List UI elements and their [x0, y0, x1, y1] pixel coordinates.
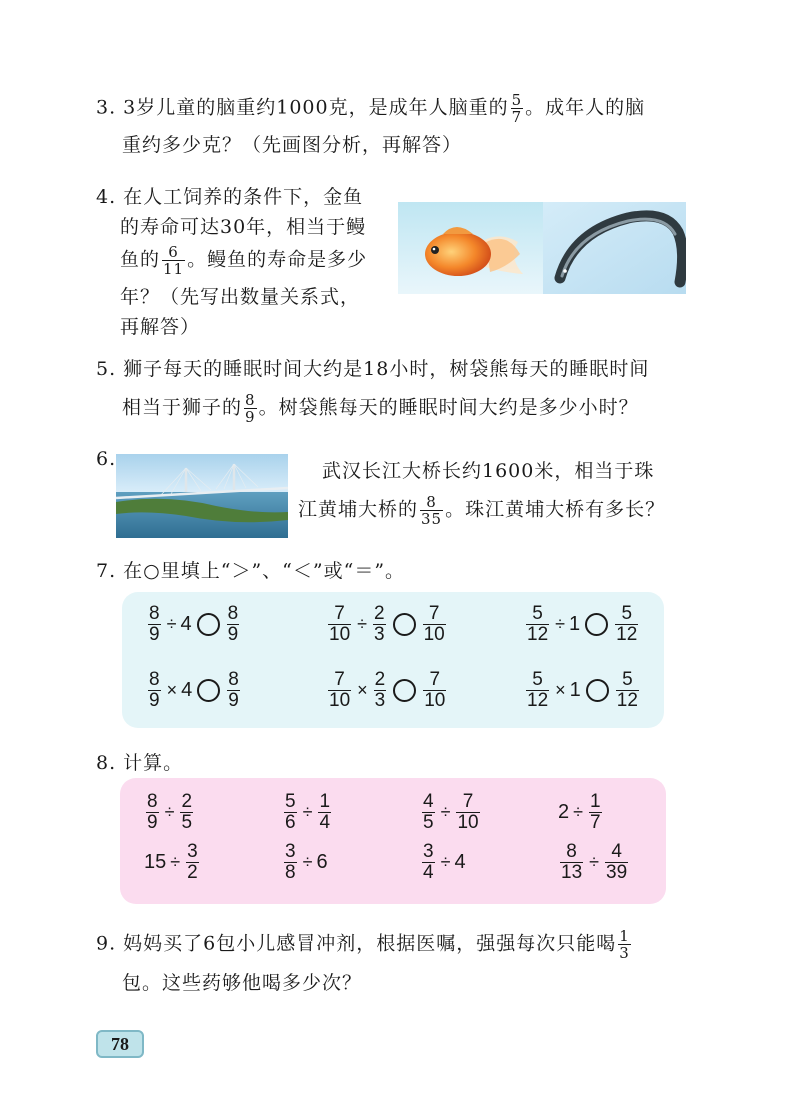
q7-r2c2-expression — [326, 670, 448, 711]
q7-r1c2-left-fraction-denominator: 10 — [329, 624, 351, 645]
q8-r1c1-expression — [144, 792, 195, 833]
q8-r2c4-expression — [558, 842, 630, 883]
q7-r2c1-left-fraction-numerator: 8 — [149, 669, 160, 690]
q8-r2c4-left-fraction-denominator: 13 — [561, 862, 583, 883]
q7-r1c2-result-fraction-denominator: 10 — [423, 624, 445, 645]
q8-r2c2-right-number: 6 — [316, 851, 328, 873]
q7-r2c1-result-fraction-denominator: 9 — [228, 690, 239, 711]
q7-r1c2-left-fraction-numerator: 7 — [334, 603, 345, 624]
q4-line5: 再解答） — [120, 316, 201, 338]
q8-r2c1-expression — [144, 842, 201, 883]
q7-r2c2-right-fraction-denominator: 3 — [374, 690, 386, 711]
q8-r2c2-left-fraction-denominator: 8 — [285, 862, 296, 883]
q9-fraction: $\frac{1}{3}$ — [619, 927, 630, 962]
q4-line4: 年？（先写出数量关系式， — [120, 286, 361, 308]
q7-r2c3-result-fraction — [616, 670, 639, 711]
q8-r1c3-right-fraction-numerator: 7 — [462, 791, 474, 812]
q7-r2c1-left-fraction-denominator: 9 — [149, 690, 160, 711]
q7-r2c2-result-fraction-denominator: 10 — [424, 690, 446, 711]
q3-line1-pre: 3. 3岁儿童的脑重约1000克，是成年人脑重的 — [96, 96, 509, 119]
q7-r1c3-right-number: 1 — [569, 613, 581, 635]
q8-r1c3-left-fraction — [422, 792, 435, 833]
q8-r2c2-left-fraction-numerator: 3 — [285, 841, 296, 862]
q8-r1c3-expression — [420, 792, 482, 833]
q8-r1c3-left-fraction-denominator: 5 — [423, 812, 434, 833]
q7-r2c3-expression — [524, 670, 641, 711]
q7-r2c2-result-fraction — [423, 670, 446, 711]
q8-r2c3-right-number: 4 — [454, 851, 466, 873]
q7-r1c1-result-fraction-denominator: 9 — [227, 624, 239, 645]
q7-r2c3-left-fraction-numerator: 5 — [532, 669, 543, 690]
q7-r2c2-right-fraction-numerator: 2 — [374, 669, 386, 690]
q8-r2c1-right-fraction-numerator: 3 — [187, 841, 198, 862]
q7-r2c2-operator: × — [357, 680, 368, 700]
q7-r1c2-answer-circle[interactable] — [393, 613, 416, 636]
q4-line3: 鱼的 $\frac{6}{11}$ 。鳗鱼的寿命是多少 — [120, 243, 368, 278]
q8-r2c1-right-fraction — [186, 842, 199, 883]
q7-r2c1-answer-circle[interactable] — [197, 679, 220, 702]
q8-r1c2-left-fraction — [284, 792, 297, 833]
q7-r1c1-result-fraction-numerator: 8 — [227, 603, 239, 624]
page-number: 78 — [96, 1030, 144, 1058]
q7-r2c3-operator: × — [555, 680, 566, 700]
q8-r2c3-left-fraction-denominator: 4 — [423, 862, 434, 883]
q8-r1c2-operator: ÷ — [302, 802, 313, 822]
q8-r1c1-right-fraction-denominator: 5 — [181, 812, 193, 833]
q8-instruction: 8. 计算。 — [96, 752, 184, 774]
q5-fraction: $\frac{8}{9}$ — [245, 391, 256, 426]
bridge-image — [116, 454, 288, 538]
q7-r1c3-left-fraction — [526, 604, 549, 645]
q9-line1: 9. 妈妈买了6包小儿感冒冲剂，根据医嘱，强强每次只能喝 $\frac{1}{3}$ — [96, 927, 630, 962]
q7-r2c1-expression — [146, 670, 242, 711]
q4-fraction: $\frac{6}{11}$ — [163, 243, 185, 278]
q5-line2: 相当于狮子的 $\frac{8}{9}$ 。树袋熊每天的睡眠时间大约是多少小时？ — [122, 391, 639, 426]
q7-r2c1-left-fraction — [148, 670, 161, 711]
q8-r1c4-right-fraction — [589, 792, 602, 833]
q7-r2c3-left-fraction — [526, 670, 549, 711]
q7-r1c1-answer-circle[interactable] — [197, 613, 220, 636]
q8-r1c2-right-fraction — [318, 792, 331, 833]
q7-r1c3-operator: ÷ — [555, 614, 566, 634]
q8-r1c1-left-fraction — [146, 792, 159, 833]
q8-r1c3-right-fraction — [456, 792, 479, 833]
q8-r2c3-left-fraction-numerator: 3 — [423, 841, 434, 862]
q7-r1c1-expression — [146, 604, 241, 645]
q7-r1c3-result-fraction-numerator: 5 — [621, 603, 633, 624]
q7-r2c1-operator: × — [166, 680, 178, 700]
q7-r2c3-result-fraction-numerator: 5 — [622, 669, 633, 690]
q8-r1c4-left-number: 2 — [558, 801, 570, 823]
q3-fraction: $\frac{5}{7}$ — [511, 91, 523, 126]
q5-line1: 5. 狮子每天的睡眠时间大约是18小时，树袋熊每天的睡眠时间 — [96, 358, 650, 380]
q8-r2c4-left-fraction-numerator: 8 — [566, 841, 577, 862]
q7-r2c3-result-fraction-denominator: 12 — [616, 690, 638, 711]
q7-r1c3-expression — [524, 604, 640, 645]
q7-r1c2-right-fraction-denominator: 3 — [374, 624, 385, 645]
q8-r2c1-left-number: 15 — [144, 851, 167, 873]
q8-r1c1-operator: ÷ — [164, 802, 175, 822]
q7-r2c2-left-fraction — [328, 670, 351, 711]
q7-r2c1-result-fraction-numerator: 8 — [228, 669, 239, 690]
q8-r2c3-left-fraction — [422, 842, 435, 883]
q4-line2: 的寿命可达30年，相当于鳗 — [120, 216, 367, 238]
q7-r1c1-left-fraction — [148, 604, 161, 645]
q7-r1c2-expression — [326, 604, 448, 645]
q8-r1c1-left-fraction-numerator: 8 — [147, 791, 158, 812]
q8-r2c1-right-fraction-denominator: 2 — [187, 862, 198, 883]
q8-r2c2-operator: ÷ — [302, 852, 313, 872]
q8-r1c2-right-fraction-denominator: 4 — [319, 812, 331, 833]
q8-r1c4-right-fraction-denominator: 7 — [590, 812, 601, 833]
q7-r2c3-left-fraction-denominator: 12 — [527, 690, 549, 711]
goldfish-eel-image — [398, 202, 686, 294]
q7-r1c3-left-fraction-numerator: 5 — [532, 603, 543, 624]
q8-r2c4-right-fraction-numerator: 4 — [611, 841, 622, 862]
q8-r2c1-operator: ÷ — [170, 852, 181, 872]
q8-r2c4-left-fraction — [560, 842, 583, 883]
q7-r1c1-operator: ÷ — [166, 614, 177, 634]
q8-r2c3-operator: ÷ — [440, 852, 451, 872]
q8-r1c1-left-fraction-denominator: 9 — [147, 812, 158, 833]
q8-r2c3-expression — [420, 842, 466, 883]
q7-r1c2-right-fraction-numerator: 2 — [374, 603, 385, 624]
q7-r1c1-right-number: 4 — [180, 613, 192, 635]
q8-r1c2-right-fraction-numerator: 1 — [319, 791, 331, 812]
q7-r2c2-left-fraction-numerator: 7 — [334, 669, 345, 690]
q4-line1: 4. 在人工饲养的条件下，金鱼 — [96, 186, 364, 208]
q8-r2c4-right-fraction-denominator: 39 — [606, 862, 628, 883]
q7-r2c3-right-number: 1 — [569, 679, 581, 701]
q8-r1c1-right-fraction — [180, 792, 193, 833]
q6-fraction: $\frac{8}{35}$ — [421, 493, 443, 528]
q8-r2c4-right-fraction — [605, 842, 628, 883]
q3-line2: 重约多少克？（先画图分析，再解答） — [122, 134, 463, 156]
q7-r1c2-left-fraction — [328, 604, 351, 645]
q7-r2c2-right-fraction — [374, 670, 387, 711]
q8-r2c2-expression — [282, 842, 328, 883]
q3-line1 — [96, 92, 645, 125]
q7-r1c2-result-fraction-numerator: 7 — [428, 603, 440, 624]
q7-r1c2-right-fraction — [373, 604, 386, 645]
q7-r2c3-answer-circle[interactable] — [586, 679, 609, 702]
q8-r1c3-right-fraction-denominator: 10 — [457, 812, 479, 833]
q7-r1c3-left-fraction-denominator: 12 — [527, 624, 549, 645]
q8-r1c2-expression — [282, 792, 333, 833]
q7-r2c1-result-fraction — [227, 670, 240, 711]
q8-r1c2-left-fraction-denominator: 6 — [285, 812, 296, 833]
q8-r1c3-operator: ÷ — [440, 802, 451, 822]
q7-r2c2-left-fraction-denominator: 10 — [329, 690, 351, 711]
q6-line2: 江黄埔大桥的 $\frac{8}{35}$ 。珠江黄埔大桥有多长？ — [298, 493, 666, 528]
q6-line1: 武汉长江大桥长约1600米，相当于珠 — [322, 460, 655, 482]
q8-r1c2-left-fraction-numerator: 5 — [285, 791, 296, 812]
q8-r1c4-operator: ÷ — [573, 802, 584, 822]
q7-r1c3-answer-circle[interactable] — [585, 613, 608, 636]
q7-r1c1-left-fraction-numerator: 8 — [149, 603, 160, 624]
q7-r1c3-result-fraction — [615, 604, 638, 645]
q8-r1c4-right-fraction-numerator: 1 — [590, 791, 601, 812]
q7-r1c2-result-fraction — [423, 604, 446, 645]
q6-number: 6. — [96, 448, 117, 470]
q9-line2: 包。这些药够他喝多少次？ — [122, 972, 363, 994]
q7-r1c1-left-fraction-denominator: 9 — [149, 624, 160, 645]
q8-r2c2-left-fraction — [284, 842, 297, 883]
q3-line1-post: 。成年人的脑 — [525, 96, 646, 119]
q7-r2c1-right-number: 4 — [181, 679, 193, 701]
q7-r1c3-result-fraction-denominator: 12 — [616, 624, 638, 645]
q7-instruction: 7. 在○里填上“＞”、“＜”或“＝”。 — [96, 560, 406, 582]
q8-r1c1-right-fraction-numerator: 2 — [181, 791, 193, 812]
q8-r1c3-left-fraction-numerator: 4 — [423, 791, 434, 812]
q7-r1c2-operator: ÷ — [357, 614, 368, 634]
q8-r2c4-operator: ÷ — [589, 852, 600, 872]
q8-r1c4-expression — [558, 792, 604, 833]
q7-r2c2-result-fraction-numerator: 7 — [429, 669, 441, 690]
q7-r1c1-result-fraction — [227, 604, 240, 645]
q7-r2c2-answer-circle[interactable] — [393, 679, 416, 702]
